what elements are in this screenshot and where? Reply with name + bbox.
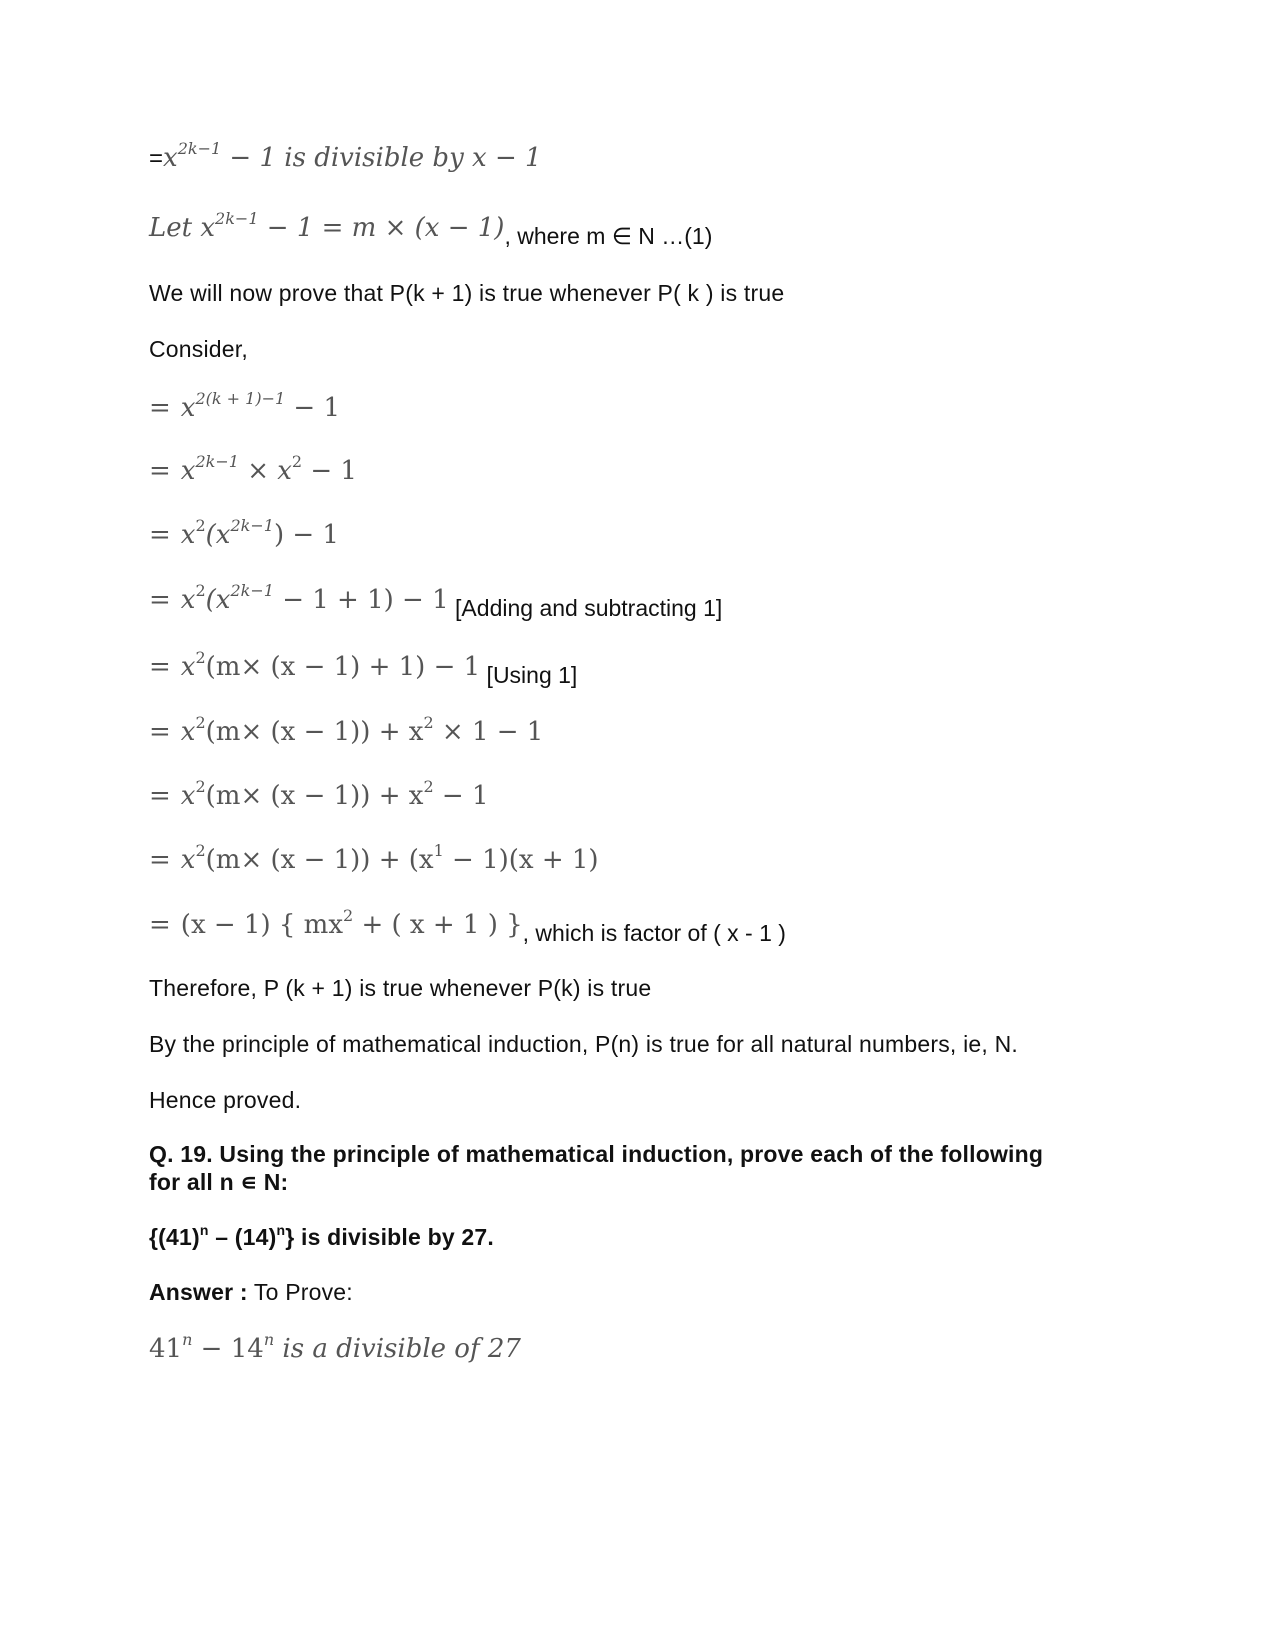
math-base: x <box>180 393 196 423</box>
math-text: (m× (x − 1)) + x <box>205 781 424 811</box>
math-text: − 1 = m × (x − 1) <box>258 213 505 243</box>
math-text: ) − 1 <box>273 520 339 550</box>
math-exponent: n <box>182 1330 193 1349</box>
math-line <box>149 906 786 947</box>
annotation-text: [Using 1] <box>480 662 578 688</box>
math-text: (x <box>205 585 231 615</box>
answer-label: Answer : <box>149 1279 248 1305</box>
equals-sign: = <box>149 845 171 875</box>
paragraph-text: Hence proved. <box>149 1087 302 1113</box>
equals-sign: = <box>149 585 171 615</box>
math-text: − 1 + 1) − 1 <box>273 585 449 615</box>
math-exponent: 2k−1 <box>177 139 222 158</box>
question-heading-line2: for all n ∊ N: <box>149 1169 289 1195</box>
math-exponent: 2 <box>343 906 354 925</box>
equals-sign: = <box>149 717 171 747</box>
math-exponent: 2k−1 <box>215 209 259 228</box>
math-exponent: 2 <box>195 581 206 600</box>
math-text: (m× (x − 1)) + x <box>205 717 424 747</box>
math-base: x <box>163 143 178 173</box>
annotation-text: , which is factor of ( x - 1 ) <box>522 920 786 946</box>
math-exponent: 2 <box>423 713 434 732</box>
math-line <box>149 452 357 486</box>
math-text: is a divisible of 27 <box>274 1334 521 1364</box>
equals-sign: = <box>149 910 171 940</box>
math-line <box>149 581 723 622</box>
math-line-divisible <box>149 139 542 173</box>
math-text: − 1 <box>302 456 357 486</box>
math-exponent: 2 <box>195 648 206 667</box>
math-exponent: 2 <box>195 777 206 796</box>
math-exponent: 2(k + 1)−1 <box>195 389 286 408</box>
math-text: (m× (x − 1) + 1) − 1 <box>205 652 481 682</box>
math-exponent: 1 <box>433 841 444 860</box>
math-line <box>149 389 341 423</box>
paragraph-text: By the principle of mathematical induction, P(n) is true for all natural numbers, ie, N. <box>149 1031 1018 1057</box>
math-text: − 1)(x + 1) <box>443 845 599 875</box>
math-line <box>149 516 339 550</box>
paragraph-text: We will now prove that P(k + 1) is true whenever P( k ) is true <box>149 280 785 306</box>
math-exponent: 2 <box>195 841 206 860</box>
math-line <box>149 713 544 747</box>
answer-line <box>149 1279 353 1306</box>
math-line <box>149 648 578 689</box>
math-exponent: 2k−1 <box>195 452 239 471</box>
math-line <box>149 841 599 875</box>
math-text: Let x <box>149 213 216 243</box>
math-exponent: 2 <box>423 777 434 796</box>
annotation-text: [Adding and subtracting 1] <box>448 595 723 621</box>
statement-text: {(41) <box>149 1224 200 1250</box>
math-text: (x <box>205 520 231 550</box>
equals-sign: = <box>149 520 171 550</box>
math-exponent: 2 <box>195 516 206 535</box>
math-text: − 1 <box>285 393 341 423</box>
math-line-to-prove <box>149 1330 521 1364</box>
math-base: x <box>180 781 196 811</box>
paragraph-text: Consider, <box>149 336 248 362</box>
math-base: x <box>180 585 196 615</box>
question-statement <box>149 1224 494 1251</box>
math-text: − 1 is divisible by x − 1 <box>221 143 542 173</box>
math-text: − 1 <box>433 781 489 811</box>
statement-text: } is divisible by 27. <box>285 1224 495 1250</box>
equals-sign: = <box>149 652 171 682</box>
math-exponent: 2 <box>195 713 206 732</box>
math-line <box>149 777 489 811</box>
equals-sign: = <box>149 393 171 423</box>
annotation-text: , where m ∈ N …(1) <box>504 223 713 249</box>
answer-text: To Prove: <box>247 1279 353 1305</box>
math-base: x <box>180 456 196 486</box>
math-base: x <box>180 652 196 682</box>
math-text: × x <box>238 456 292 486</box>
statement-exponent: n <box>199 1222 209 1238</box>
math-exponent: 2k−1 <box>230 516 274 535</box>
math-base: 41 <box>149 1334 183 1364</box>
math-text: + ( x + 1 ) } <box>353 910 523 940</box>
equals-sign: = <box>149 145 164 172</box>
math-text: (x − 1) { mx <box>180 910 343 940</box>
question-heading-line1: Q. 19. Using the principle of mathematical induction, prove each of the following <box>149 1141 1044 1167</box>
equals-sign: = <box>149 781 171 811</box>
math-text: × 1 − 1 <box>433 717 544 747</box>
math-line-let <box>149 209 713 250</box>
math-text: − 14 <box>192 1334 264 1364</box>
math-exponent: 2k−1 <box>230 581 274 600</box>
math-base: x <box>180 845 196 875</box>
math-base: x <box>180 717 196 747</box>
statement-exponent: n <box>276 1222 286 1238</box>
paragraph-text: Therefore, P (k + 1) is true whenever P(k) is true <box>149 975 652 1001</box>
math-base: x <box>180 520 196 550</box>
math-exponent: 2 <box>291 452 303 471</box>
math-exponent: n <box>263 1330 275 1349</box>
math-text: (m× (x − 1)) + (x <box>205 845 434 875</box>
statement-text: – (14) <box>208 1224 277 1250</box>
equals-sign: = <box>149 456 171 486</box>
